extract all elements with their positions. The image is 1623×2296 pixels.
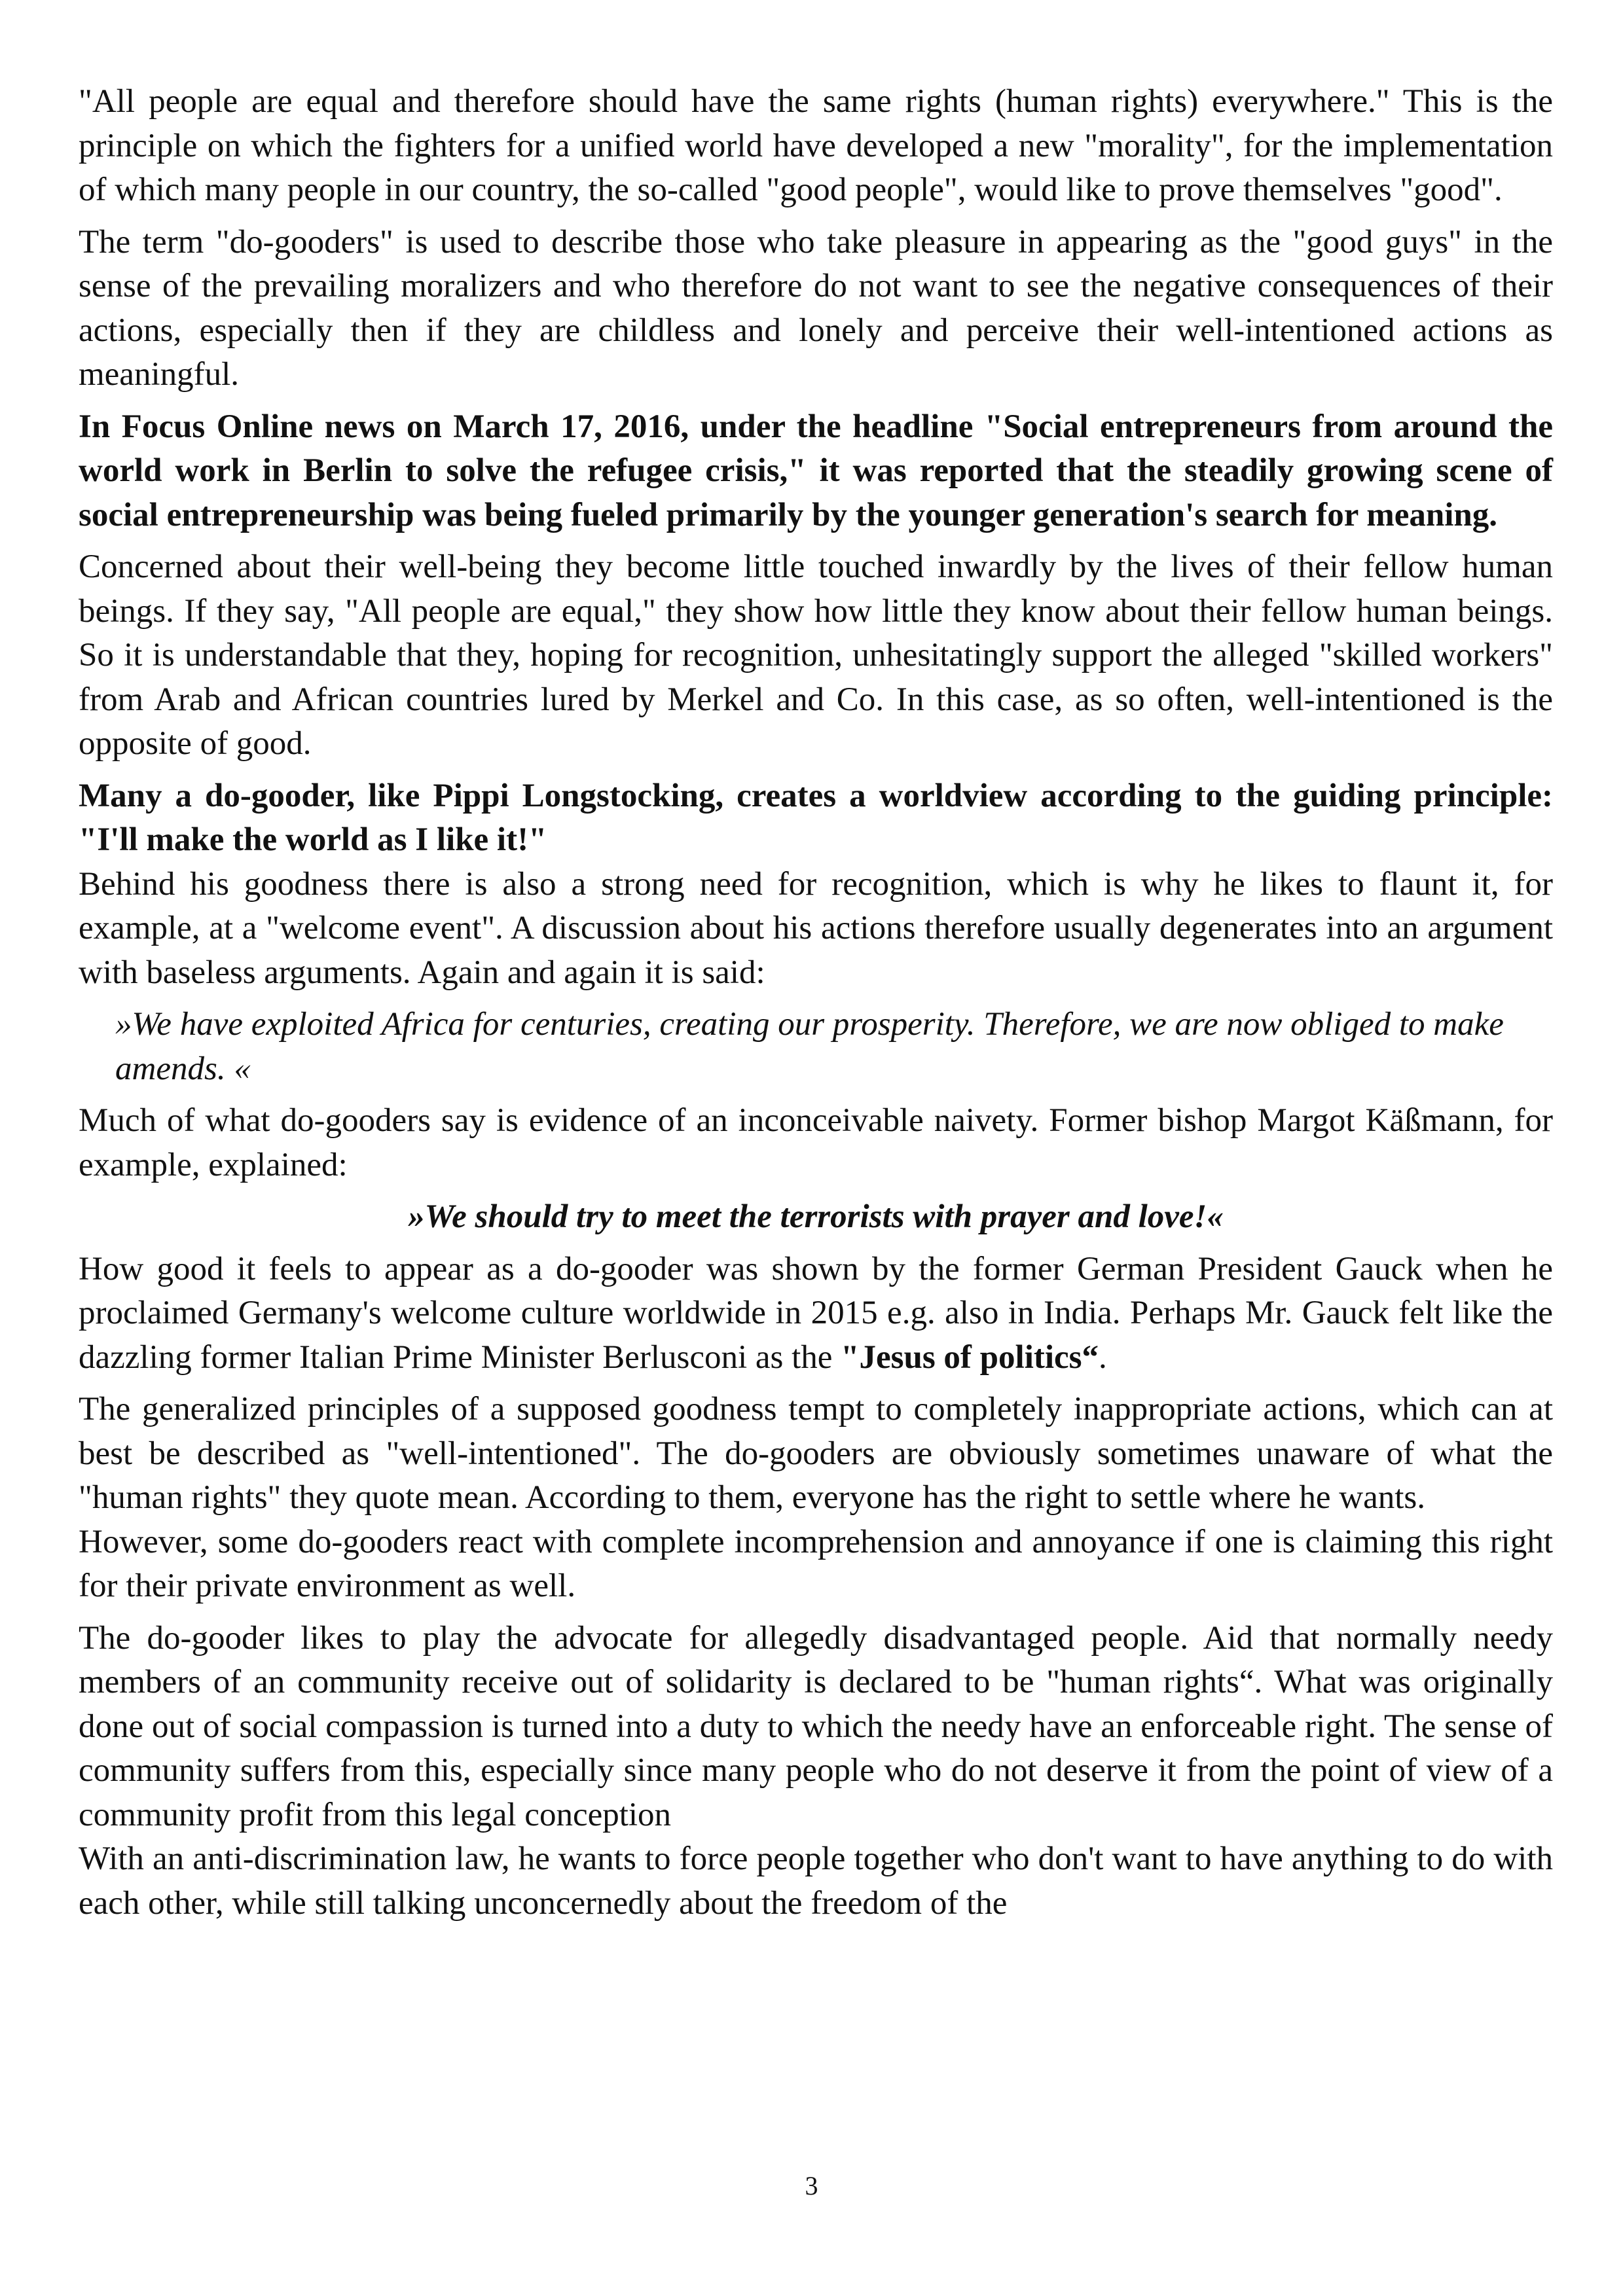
paragraph-focus-online: In Focus Online news on March 17, 2016, under the headline "Social entrepreneurs from around the world work in Berlin to solve the refugee crisis," it was reported that the steadily growing scene of social entrepreneurship was being fueled primarily by the younger generation's search for meaning. bbox=[79, 408, 1553, 533]
document-body bbox=[79, 80, 1553, 1926]
paragraph-anti-discrimination: With an anti-discrimination law, he wants to force people together who don't want to have anything to do with each other, while still talking unconcernedly about the freedom of the bbox=[79, 1840, 1553, 1922]
gauck-text: How good it feels to appear as a do-gooder was shown by the former German President Gauck when he proclaimed Germany's welcome culture worldwide in 2015 e.g. also in India. Perhaps Mr. Gauck felt like the dazzling former Italian Prime Minister Berlusconi as the bbox=[79, 1250, 1553, 1376]
paragraph-gauck bbox=[79, 1247, 1553, 1380]
jesus-of-politics: "Jesus of politics“ bbox=[841, 1338, 1099, 1376]
paragraph-advocate: The do-gooder likes to play the advocate for allegedly disadvantaged people. Aid that normally needy members of an community receive out of solidarity is declared to be "human rights“. What was originally done out of social compassion is turned into a duty to which the needy have an enforceable right. The sense of community suffers from this, especially since many people who do not deserve it from the point of view of a community profit from this legal conception bbox=[79, 1619, 1553, 1833]
quote-africa: »We have exploited Africa for centuries, creating our prosperity. Therefore, we are now obliged to make amends. « bbox=[115, 1006, 1504, 1087]
paragraph-recognition: Behind his goodness there is also a strong need for recognition, which is why he likes to flaunt it, for example, at a "welcome event". A discussion about his actions therefore usually degenerates into an argument with baseless arguments. Again and again it is said: bbox=[79, 865, 1553, 991]
paragraph-well-being: Concerned about their well-being they become little touched inwardly by the lives of their fellow human beings. If they say, "All people are equal," they show how little they know about their fellow human beings. So it is understandable that they, hoping for recognition, unhesitatingly support the alleged "skilled workers" from Arab and African countries lured by Merkel and Co. In this case, as so often, well-intentioned is the opposite of good. bbox=[79, 548, 1553, 762]
paragraph-principles: The generalized principles of a supposed goodness tempt to completely inappropriate actions, which can at best be described as "well-intentioned". The do-gooders are obviously sometimes unaware of what the "human rights" they quote mean. According to them, everyone has the right to settle where he wants. bbox=[79, 1391, 1553, 1516]
paragraph-do-gooders-term: The term "do-gooders" is used to describe those who take pleasure in appearing as the "good guys" in the sense of the prevailing moralizers and who therefore do not want to see the negative consequences of their actions, especially then if they are childless and lonely and perceive their well-intentioned actions as meaningful. bbox=[79, 223, 1553, 393]
page-number: 3 bbox=[805, 2171, 818, 2200]
paragraph-pippi: Many a do-gooder, like Pippi Longstocking, creates a worldview according to the guiding principle: "I'll make the world as I like it!" bbox=[79, 777, 1553, 858]
gauck-end: . bbox=[1099, 1338, 1107, 1376]
paragraph-equality: "All people are equal and therefore should have the same rights (human rights) everywhere." This is the principle on which the fighters for a unified world have developed a new "morality", for the implementation of which many people in our country, the so-called "good people", would like to prove themselves "good". bbox=[79, 83, 1553, 208]
quote-terrorists: »We should try to meet the terrorists with prayer and love!« bbox=[408, 1198, 1224, 1235]
paragraph-incomprehension: However, some do-gooders react with complete incomprehension and annoyance if one is claiming this right for their private environment as well. bbox=[79, 1523, 1553, 1604]
paragraph-naivety: Much of what do-gooders say is evidence of an inconceivable naivety. Former bishop Margot Käßmann, for example, explained: bbox=[79, 1102, 1553, 1183]
